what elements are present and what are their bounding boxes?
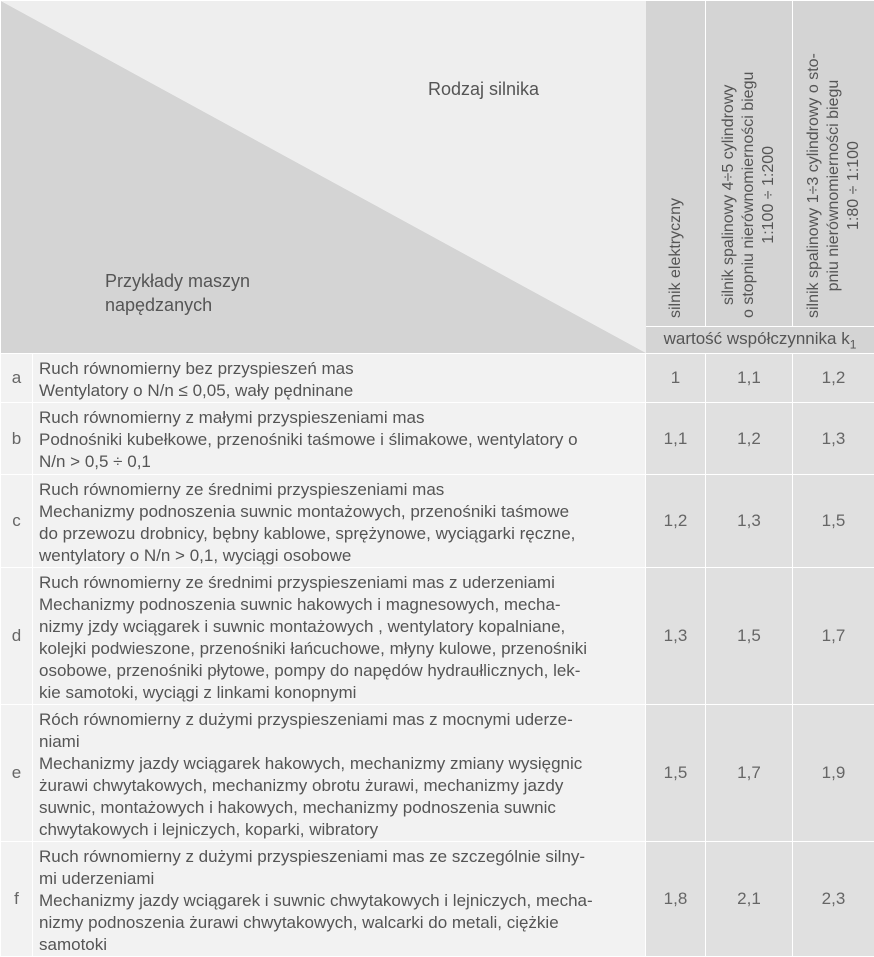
description-line: żurawi chwytakowych, mechanizmy obrotu żurawi, mechanizmy jazdy [39, 775, 639, 797]
header-corner-cell [1, 1, 646, 354]
description-line: mi uderzeniami [39, 868, 639, 890]
engine-header-combustion-4-5: silnik spalinowy 4÷5 cylindrowy o stopniu nierównomierności biegu 1:100 ÷ 1:200 [706, 1, 793, 327]
value-combustion-1-3: 1,7 [793, 568, 874, 705]
description-line: osobowe, przenośniki płytowe, pompy do napędów hydraułlicznych, lek- [39, 660, 639, 682]
description-line: Ruch równomierny ze średnimi przyspieszeniami mas [39, 479, 639, 501]
table-row [1, 842, 874, 957]
row-label: b [1, 403, 33, 475]
description-line: do przewozu drobnicy, bębny kablowe, sprężynowe, wyciągarki ręczne, [39, 523, 639, 545]
machine-examples-caption: Przykłady maszyn napędzanych [105, 269, 250, 317]
value-combustion-4-5: 1,7 [706, 705, 793, 842]
description-line: niami [39, 731, 639, 753]
row-label: a [1, 354, 33, 403]
description-line: N/n > 0,5 ÷ 0,1 [39, 451, 639, 473]
description-line: Ruch równomierny z dużymi przyspieszeniami mas ze szczególnie silny- [39, 846, 639, 868]
value-combustion-4-5: 2,1 [706, 842, 793, 957]
value-combustion-1-3: 1,9 [793, 705, 874, 842]
engine-header-electric: silnik elektryczny [646, 1, 706, 327]
row-label: e [1, 705, 33, 842]
description-line: Ruch równomierny ze średnimi przyspieszeniami mas z uderzeniami [39, 572, 639, 594]
table-row [1, 354, 874, 403]
row-label: d [1, 568, 33, 705]
description-line: nizmy podnoszenia żurawi chwytakowych, walcarki do metali, ciężkie [39, 912, 639, 934]
value-combustion-4-5: 1,3 [706, 475, 793, 568]
table-row [1, 705, 874, 842]
description-line: Mechanizmy jazdy wciągarek i suwnic chwytakowych i lejniczych, mecha- [39, 890, 639, 912]
row-description [33, 354, 646, 403]
description-line: nizmy jzdy wciągarek i suwnic montażowych , wentylatory kopalniane, [39, 616, 639, 638]
description-line: Róch równomierny z dużymi przyspieszeniami mas z mocnymi uderze- [39, 709, 639, 731]
value-electric: 1,2 [646, 475, 706, 568]
diagonal-split [1, 1, 646, 353]
table-row [1, 475, 874, 568]
value-combustion-4-5: 1,5 [706, 568, 793, 705]
description-line: Mechanizmy podnoszenia suwnic hakowych i magnesowych, mecha- [39, 594, 639, 616]
row-label: f [1, 842, 33, 957]
value-combustion-1-3: 1,3 [793, 403, 874, 475]
engine-type-caption: Rodzaj silnika [428, 79, 539, 100]
row-description [33, 403, 646, 475]
row-description [33, 842, 646, 957]
coefficient-header: wartość współczynnika $k_1$ [646, 327, 874, 354]
value-electric: 1 [646, 354, 706, 403]
engine-header-combustion-1-3: silnik spalinowy 1÷3 cylindrowy o sto- pniu nierównomierności biegu 1:80 ÷ 1:100 [793, 1, 874, 327]
description-line: Mechanizmy jazdy wciągarek hakowych, mechanizmy zmiany wysięgnic [39, 753, 639, 775]
description-line: suwnic, montażowych i hakowych, mechanizmy podnoszenia suwnic [39, 797, 639, 819]
row-description [33, 475, 646, 568]
description-line: kolejki podwieszone, przenośniki łańcuchowe, młyny kulowe, przenośniki [39, 638, 639, 660]
description-line: Mechanizmy podnoszenia suwnic montażowych, przenośniki taśmowe [39, 501, 639, 523]
row-description [33, 568, 646, 705]
description-line: kie samotoki, wyciągi z linkami konopnymi [39, 682, 639, 704]
value-electric: 1,5 [646, 705, 706, 842]
table-row [1, 403, 874, 475]
description-line: Wentylatory o N/n ≤ 0,05, wały pędninane [39, 380, 639, 402]
value-combustion-4-5: 1,1 [706, 354, 793, 403]
value-electric: 1,8 [646, 842, 706, 957]
value-electric: 1,3 [646, 568, 706, 705]
value-combustion-4-5: 1,2 [706, 403, 793, 475]
description-line: Podnośniki kubełkowe, przenośniki taśmowe i ślimakowe, wentylatory o [39, 429, 639, 451]
row-label: c [1, 475, 33, 568]
value-electric: 1,1 [646, 403, 706, 475]
description-line: chwytakowych i lejniczych, koparki, wibratory [39, 819, 639, 841]
description-line: Ruch równomierny bez przyspieszeń mas [39, 358, 639, 380]
description-line: samotoki [39, 934, 639, 956]
row-description [33, 705, 646, 842]
value-combustion-1-3: 1,5 [793, 475, 874, 568]
description-line: wentylatory o N/n > 0,1, wyciągi osobowe [39, 545, 639, 567]
value-combustion-1-3: 2,3 [793, 842, 874, 957]
table-row [1, 568, 874, 705]
value-combustion-1-3: 1,2 [793, 354, 874, 403]
description-line: Ruch równomierny z małymi przyspieszeniami mas [39, 407, 639, 429]
